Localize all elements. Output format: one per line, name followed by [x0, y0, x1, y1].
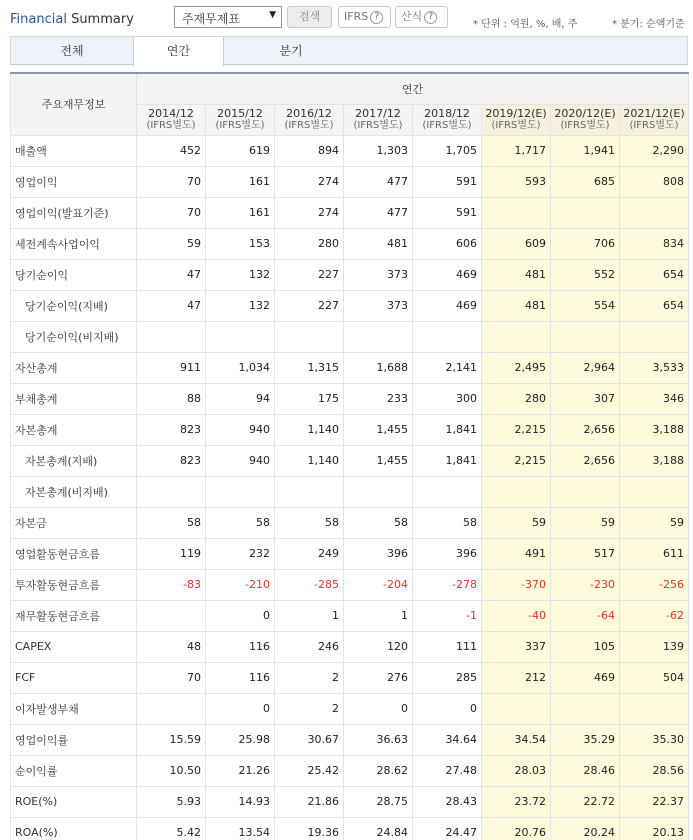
- table-row: [11, 352, 689, 383]
- table-row: [11, 569, 689, 600]
- table-cell: [137, 476, 206, 507]
- table-cell: 0: [206, 693, 275, 724]
- table-row: [11, 600, 689, 631]
- chevron-down-icon: ▼: [269, 10, 276, 20]
- table-cell: 48: [137, 631, 206, 662]
- statement-select[interactable]: [174, 6, 282, 28]
- table-cell: [620, 321, 689, 352]
- table-cell: 21.86: [275, 786, 344, 817]
- table-cell: [551, 476, 620, 507]
- row-label: 자본총계: [11, 414, 137, 445]
- table-cell: 1,315: [275, 352, 344, 383]
- column-period: 2014/12: [148, 106, 194, 120]
- table-cell: 14.93: [206, 786, 275, 817]
- table-cell: 116: [206, 662, 275, 693]
- page-title: Financial Summary: [10, 12, 134, 27]
- table-cell: 5.42: [137, 817, 206, 840]
- column-period: 2018/12: [424, 106, 470, 120]
- column-basis: (IFRS별도): [215, 119, 265, 131]
- table-cell: 28.43: [413, 786, 482, 817]
- table-row: [11, 414, 689, 445]
- row-header: 주요재무정보: [11, 73, 137, 135]
- table-cell: [206, 321, 275, 352]
- table-cell: 0: [413, 693, 482, 724]
- table-cell: 609: [482, 228, 551, 259]
- table-row: [11, 631, 689, 662]
- table-cell: 1,303: [344, 135, 413, 166]
- table-row: [11, 538, 689, 569]
- table-cell: 477: [344, 166, 413, 197]
- table-cell: 13.54: [206, 817, 275, 840]
- table-cell: 337: [482, 631, 551, 662]
- row-label: 당기순이익: [11, 259, 137, 290]
- table-cell: 58: [137, 507, 206, 538]
- table-cell: 70: [137, 662, 206, 693]
- table-cell: 24.84: [344, 817, 413, 840]
- table-cell: 1,140: [275, 414, 344, 445]
- table-cell: 153: [206, 228, 275, 259]
- table-cell: 139: [620, 631, 689, 662]
- table-cell: 823: [137, 414, 206, 445]
- table-cell: 611: [620, 538, 689, 569]
- period-tabs: [10, 36, 688, 65]
- table-cell: 10.50: [137, 755, 206, 786]
- table-cell: 58: [344, 507, 413, 538]
- table-cell: 249: [275, 538, 344, 569]
- table-cell: 274: [275, 197, 344, 228]
- column-header: [551, 104, 620, 135]
- column-header: [413, 104, 482, 135]
- column-basis: (IFRS별도): [284, 119, 334, 131]
- table-cell: 22.37: [620, 786, 689, 817]
- column-header: [482, 104, 551, 135]
- table-cell: 25.98: [206, 724, 275, 755]
- table-cell: 58: [275, 507, 344, 538]
- table-cell: 161: [206, 197, 275, 228]
- table-cell: 28.46: [551, 755, 620, 786]
- table-cell: 36.63: [344, 724, 413, 755]
- table-row: [11, 383, 689, 414]
- table-cell: 606: [413, 228, 482, 259]
- table-cell: 373: [344, 259, 413, 290]
- table-cell: 346: [620, 383, 689, 414]
- table-cell: 481: [482, 290, 551, 321]
- table-cell: 1,941: [551, 135, 620, 166]
- table-cell: -210: [206, 569, 275, 600]
- table-cell: 58: [206, 507, 275, 538]
- row-label: ROA(%): [11, 817, 137, 840]
- table-cell: 477: [344, 197, 413, 228]
- table-cell: -278: [413, 569, 482, 600]
- table-cell: 132: [206, 259, 275, 290]
- table-cell: 70: [137, 197, 206, 228]
- table-cell: [137, 600, 206, 631]
- column-header: [275, 104, 344, 135]
- row-label: 자산총계: [11, 352, 137, 383]
- table-cell: 911: [137, 352, 206, 383]
- table-cell: [344, 476, 413, 507]
- table-row: [11, 693, 689, 724]
- table-cell: 452: [137, 135, 206, 166]
- tab-annual[interactable]: 연간: [133, 37, 224, 66]
- table-cell: 119: [137, 538, 206, 569]
- table-cell: -256: [620, 569, 689, 600]
- row-label: 영업활동현금흐름: [11, 538, 137, 569]
- table-cell: 1,841: [413, 445, 482, 476]
- table-cell: -83: [137, 569, 206, 600]
- table-cell: 59: [482, 507, 551, 538]
- formula-label: 산식: [401, 10, 423, 23]
- table-cell: 227: [275, 290, 344, 321]
- table-cell: 834: [620, 228, 689, 259]
- table-cell: 227: [275, 259, 344, 290]
- column-basis: (IFRS별도): [353, 119, 403, 131]
- table-cell: 0: [344, 693, 413, 724]
- table-cell: 28.75: [344, 786, 413, 817]
- table-cell: 2,290: [620, 135, 689, 166]
- table-cell: 34.64: [413, 724, 482, 755]
- column-basis: (IFRS별도): [491, 119, 541, 131]
- table-cell: -62: [620, 600, 689, 631]
- table-cell: -230: [551, 569, 620, 600]
- table-cell: [137, 321, 206, 352]
- table-cell: 685: [551, 166, 620, 197]
- table-cell: 28.56: [620, 755, 689, 786]
- row-label: 당기순이익(지배): [11, 290, 137, 321]
- table-cell: 59: [620, 507, 689, 538]
- table-cell: [482, 693, 551, 724]
- table-cell: 23.72: [482, 786, 551, 817]
- table-cell: 59: [551, 507, 620, 538]
- row-label: 투자활동현금흐름: [11, 569, 137, 600]
- search-button[interactable]: 검색: [287, 6, 332, 28]
- table-cell: [413, 321, 482, 352]
- table-cell: 246: [275, 631, 344, 662]
- table-cell: 706: [551, 228, 620, 259]
- table-cell: 280: [482, 383, 551, 414]
- table-cell: 21.26: [206, 755, 275, 786]
- table-cell: 111: [413, 631, 482, 662]
- table-cell: 70: [137, 166, 206, 197]
- row-label: 자본총계(지배): [11, 445, 137, 476]
- table-row: [11, 724, 689, 755]
- top-bar: [0, 0, 693, 36]
- row-label: FCF: [11, 662, 137, 693]
- row-label: 자본금: [11, 507, 137, 538]
- table-cell: 2,495: [482, 352, 551, 383]
- table-cell: [620, 476, 689, 507]
- table-cell: [482, 476, 551, 507]
- table-cell: 58: [413, 507, 482, 538]
- table-row: [11, 197, 689, 228]
- row-label: 재무활동현금흐름: [11, 600, 137, 631]
- tab-all[interactable]: 전체: [60, 44, 84, 58]
- table-row: [11, 445, 689, 476]
- row-label: 세전계속사업이익: [11, 228, 137, 259]
- table-row: [11, 135, 689, 166]
- table-cell: 504: [620, 662, 689, 693]
- table-cell: -370: [482, 569, 551, 600]
- table-cell: 894: [275, 135, 344, 166]
- table-cell: 940: [206, 414, 275, 445]
- table-cell: 2,964: [551, 352, 620, 383]
- column-basis: (IFRS별도): [146, 119, 196, 131]
- table-cell: 808: [620, 166, 689, 197]
- table-cell: 285: [413, 662, 482, 693]
- table-row: [11, 290, 689, 321]
- row-label: 매출액: [11, 135, 137, 166]
- table-cell: 823: [137, 445, 206, 476]
- table-cell: 481: [344, 228, 413, 259]
- table-row: [11, 228, 689, 259]
- column-period: 2021/12(E): [623, 106, 685, 120]
- row-label: 영업이익(발표기준): [11, 197, 137, 228]
- table-cell: 116: [206, 631, 275, 662]
- table-cell: 232: [206, 538, 275, 569]
- table-cell: 35.30: [620, 724, 689, 755]
- table-cell: 373: [344, 290, 413, 321]
- table-cell: 20.13: [620, 817, 689, 840]
- table-cell: 940: [206, 445, 275, 476]
- table-cell: [551, 693, 620, 724]
- table-cell: 469: [413, 290, 482, 321]
- table-cell: 276: [344, 662, 413, 693]
- table-cell: 28.62: [344, 755, 413, 786]
- table-cell: 22.72: [551, 786, 620, 817]
- table-cell: 1,455: [344, 414, 413, 445]
- table-cell: 1,841: [413, 414, 482, 445]
- table-cell: -40: [482, 600, 551, 631]
- table-cell: -285: [275, 569, 344, 600]
- row-label: 부채총계: [11, 383, 137, 414]
- table-cell: 20.24: [551, 817, 620, 840]
- row-label: 순이익률: [11, 755, 137, 786]
- table-cell: 1,705: [413, 135, 482, 166]
- column-header: [620, 104, 689, 135]
- table-cell: 88: [137, 383, 206, 414]
- table-cell: 175: [275, 383, 344, 414]
- ifrs-help-button[interactable]: [338, 6, 391, 28]
- tab-quarter[interactable]: 분기: [279, 44, 303, 58]
- table-cell: 120: [344, 631, 413, 662]
- table-cell: 517: [551, 538, 620, 569]
- table-cell: 233: [344, 383, 413, 414]
- ifrs-label: IFRS: [344, 10, 369, 23]
- table-cell: 25.42: [275, 755, 344, 786]
- table-cell: 274: [275, 166, 344, 197]
- table-cell: 0: [206, 600, 275, 631]
- row-label: 영업이익: [11, 166, 137, 197]
- annual-group-header: 연간: [137, 73, 689, 104]
- table-cell: 3,188: [620, 445, 689, 476]
- table-cell: 1,034: [206, 352, 275, 383]
- table-cell: 47: [137, 259, 206, 290]
- table-cell: 396: [413, 538, 482, 569]
- unit-note: * 단위 : 억원, %, 배, 주: [473, 19, 578, 30]
- row-label: 당기순이익(비지배): [11, 321, 137, 352]
- table-cell: 280: [275, 228, 344, 259]
- row-label: 영업이익률: [11, 724, 137, 755]
- table-row: [11, 817, 689, 840]
- quarter-basis-note: * 분기: 순액기준: [612, 19, 685, 30]
- table-row: [11, 662, 689, 693]
- table-cell: [206, 476, 275, 507]
- table-cell: [344, 321, 413, 352]
- table-cell: 34.54: [482, 724, 551, 755]
- help-icon: ?: [370, 11, 383, 24]
- table-row: [11, 166, 689, 197]
- row-label: ROE(%): [11, 786, 137, 817]
- table-cell: 1: [344, 600, 413, 631]
- table-cell: 35.29: [551, 724, 620, 755]
- table-cell: [620, 197, 689, 228]
- table-cell: 2: [275, 662, 344, 693]
- table-row: [11, 321, 689, 352]
- table-cell: 591: [413, 166, 482, 197]
- table-cell: 2,656: [551, 414, 620, 445]
- table-cell: 15.59: [137, 724, 206, 755]
- table-cell: [482, 321, 551, 352]
- financial-summary-table: [10, 72, 689, 840]
- table-cell: [275, 476, 344, 507]
- table-cell: 619: [206, 135, 275, 166]
- table-cell: 27.48: [413, 755, 482, 786]
- table-cell: 161: [206, 166, 275, 197]
- financial-rows: [11, 135, 689, 840]
- column-period: 2015/12: [217, 106, 263, 120]
- table-cell: 2,656: [551, 445, 620, 476]
- table-cell: 1,140: [275, 445, 344, 476]
- formula-help-button[interactable]: [395, 6, 448, 28]
- table-cell: 47: [137, 290, 206, 321]
- column-period: 2019/12(E): [485, 106, 547, 120]
- table-cell: [413, 476, 482, 507]
- table-cell: -204: [344, 569, 413, 600]
- table-cell: 396: [344, 538, 413, 569]
- table-cell: 3,188: [620, 414, 689, 445]
- row-label: 자본총계(비지배): [11, 476, 137, 507]
- table-cell: 19.36: [275, 817, 344, 840]
- table-cell: 469: [413, 259, 482, 290]
- table-cell: 307: [551, 383, 620, 414]
- table-row: [11, 786, 689, 817]
- table-row: [11, 476, 689, 507]
- statement-select-value: 주재무제표: [182, 12, 240, 26]
- column-header: [206, 104, 275, 135]
- table-cell: 212: [482, 662, 551, 693]
- table-cell: 24.47: [413, 817, 482, 840]
- table-cell: 1: [275, 600, 344, 631]
- column-period: 2020/12(E): [554, 106, 616, 120]
- table-cell: -1: [413, 600, 482, 631]
- table-cell: 105: [551, 631, 620, 662]
- table-cell: 2,141: [413, 352, 482, 383]
- table-cell: [482, 197, 551, 228]
- column-period: 2016/12: [286, 106, 332, 120]
- column-header: [344, 104, 413, 135]
- table-cell: 554: [551, 290, 620, 321]
- table-cell: 59: [137, 228, 206, 259]
- help-icon: ?: [424, 11, 437, 24]
- table-cell: 94: [206, 383, 275, 414]
- table-cell: 481: [482, 259, 551, 290]
- row-label: CAPEX: [11, 631, 137, 662]
- table-row: [11, 755, 689, 786]
- table-cell: 2,215: [482, 445, 551, 476]
- table-cell: 1,688: [344, 352, 413, 383]
- table-cell: 469: [551, 662, 620, 693]
- column-header: [137, 104, 206, 135]
- table-cell: 654: [620, 259, 689, 290]
- table-cell: 28.03: [482, 755, 551, 786]
- table-cell: [620, 693, 689, 724]
- column-basis: (IFRS별도): [560, 119, 610, 131]
- table-cell: 593: [482, 166, 551, 197]
- table-cell: 30.67: [275, 724, 344, 755]
- table-cell: 3,533: [620, 352, 689, 383]
- table-row: [11, 507, 689, 538]
- table-cell: [275, 321, 344, 352]
- table-cell: 1,455: [344, 445, 413, 476]
- table-cell: 5.93: [137, 786, 206, 817]
- column-basis: (IFRS별도): [629, 119, 679, 131]
- table-cell: 491: [482, 538, 551, 569]
- column-basis: (IFRS별도): [422, 119, 472, 131]
- table-cell: [137, 693, 206, 724]
- row-label: 이자발생부채: [11, 693, 137, 724]
- column-period: 2017/12: [355, 106, 401, 120]
- table-cell: -64: [551, 600, 620, 631]
- table-cell: 591: [413, 197, 482, 228]
- table-cell: 2: [275, 693, 344, 724]
- table-cell: 132: [206, 290, 275, 321]
- table-cell: 20.76: [482, 817, 551, 840]
- table-cell: 654: [620, 290, 689, 321]
- table-cell: [551, 197, 620, 228]
- table-cell: 1,717: [482, 135, 551, 166]
- table-cell: 2,215: [482, 414, 551, 445]
- table-cell: [551, 321, 620, 352]
- table-cell: 300: [413, 383, 482, 414]
- table-cell: 552: [551, 259, 620, 290]
- table-row: [11, 259, 689, 290]
